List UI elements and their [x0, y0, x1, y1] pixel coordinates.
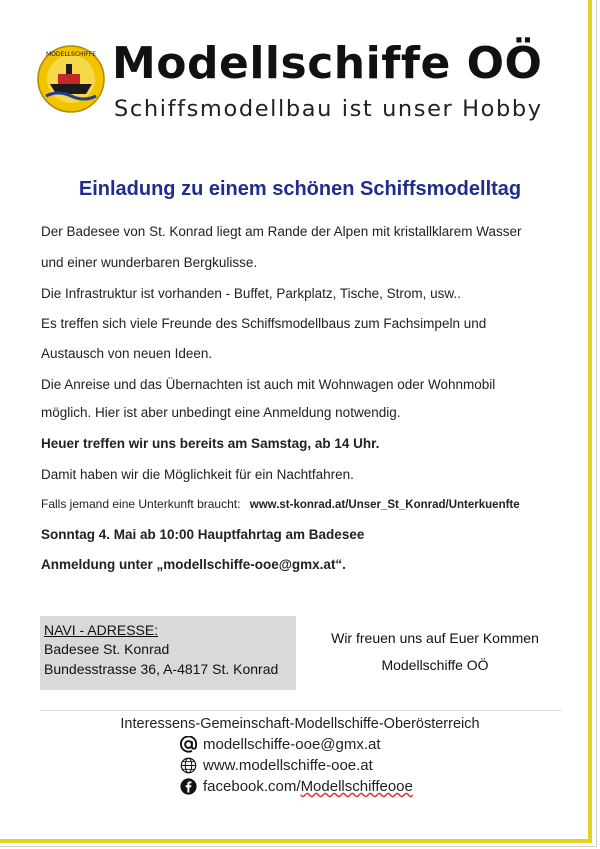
footer-email-text: modellschiffe-ooe@gmx.at — [203, 736, 381, 753]
footer-facebook[interactable] — [180, 778, 413, 795]
saturday-notice: Heuer treffen wir uns bereits am Samstag, ab 14 Uhr. — [41, 436, 380, 451]
footer-facebook-name: Modellschiffeooe — [300, 778, 413, 795]
logo-title: Modellschiffe OÖ — [112, 38, 543, 89]
navi-address-line: Bundesstrasse 36, A-4817 St. Konrad — [44, 661, 279, 677]
headline: Einladung zu einem schönen Schiffsmodelltag — [78, 178, 522, 200]
paragraph-line: Damit haben wir die Möglichkeit für ein Nachtfahren. — [41, 467, 354, 482]
paragraph-line: Die Infrastruktur ist vorhanden - Buffet, Parkplatz, Tische, Strom, usw.. — [41, 286, 461, 301]
at-icon — [180, 736, 197, 753]
greeting-line: Wir freuen uns auf Euer Kommen — [331, 630, 539, 646]
paragraph-line: möglich. Hier ist aber unbedingt eine Anmeldung notwendig. — [41, 405, 401, 420]
paragraph-line: und einer wunderbaren Bergkulisse. — [41, 255, 258, 270]
paragraph-line: Der Badesee von St. Konrad liegt am Rande der Alpen mit kristallklarem Wasser — [41, 224, 522, 239]
ship-badge-icon — [36, 44, 106, 114]
accommodation-link[interactable]: www.st-konrad.at/Unser_St_Konrad/Unterkuenfte — [249, 499, 520, 511]
globe-icon — [180, 757, 197, 774]
footer-email[interactable] — [180, 736, 381, 753]
navi-heading: NAVI - ADRESSE: — [44, 622, 159, 638]
paragraph-line: Die Anreise und das Übernachten ist auch mit Wohnwagen oder Wohnmobil — [41, 377, 496, 392]
sunday-notice: Sonntag 4. Mai ab 10:00 Hauptfahrtag am Badesee — [41, 527, 365, 542]
footer-organization: Interessens-Gemeinschaft-Modellschiffe-Oberösterreich — [120, 716, 480, 732]
logo-subtitle: Schiffsmodellbau ist unser Hobby — [114, 96, 543, 122]
footer-facebook-prefix: facebook.com/ — [203, 778, 301, 795]
registration-notice: Anmeldung unter „modellschiffe-ooe@gmx.at“. — [41, 557, 346, 572]
accommodation-label: Falls jemand eine Unterkunft braucht: — [41, 497, 241, 511]
logo — [36, 38, 556, 138]
footer-website[interactable] — [180, 757, 373, 774]
footer-website-text: www.modellschiffe-ooe.at — [203, 757, 373, 774]
footer-divider — [40, 710, 562, 711]
paragraph-line: Es treffen sich viele Freunde des Schiffsmodellbaus zum Fachsimpeln und — [41, 316, 487, 331]
accommodation-line — [41, 497, 520, 511]
greeting-signature: Modellschiffe OÖ — [381, 657, 489, 673]
svg-text:MODELLSCHIFFE: MODELLSCHIFFE — [46, 51, 96, 58]
facebook-icon — [180, 778, 197, 795]
paragraph-line: Austausch von neuen Ideen. — [41, 346, 213, 361]
navi-address-line: Badesee St. Konrad — [44, 641, 170, 657]
navi-address-box — [40, 616, 296, 690]
